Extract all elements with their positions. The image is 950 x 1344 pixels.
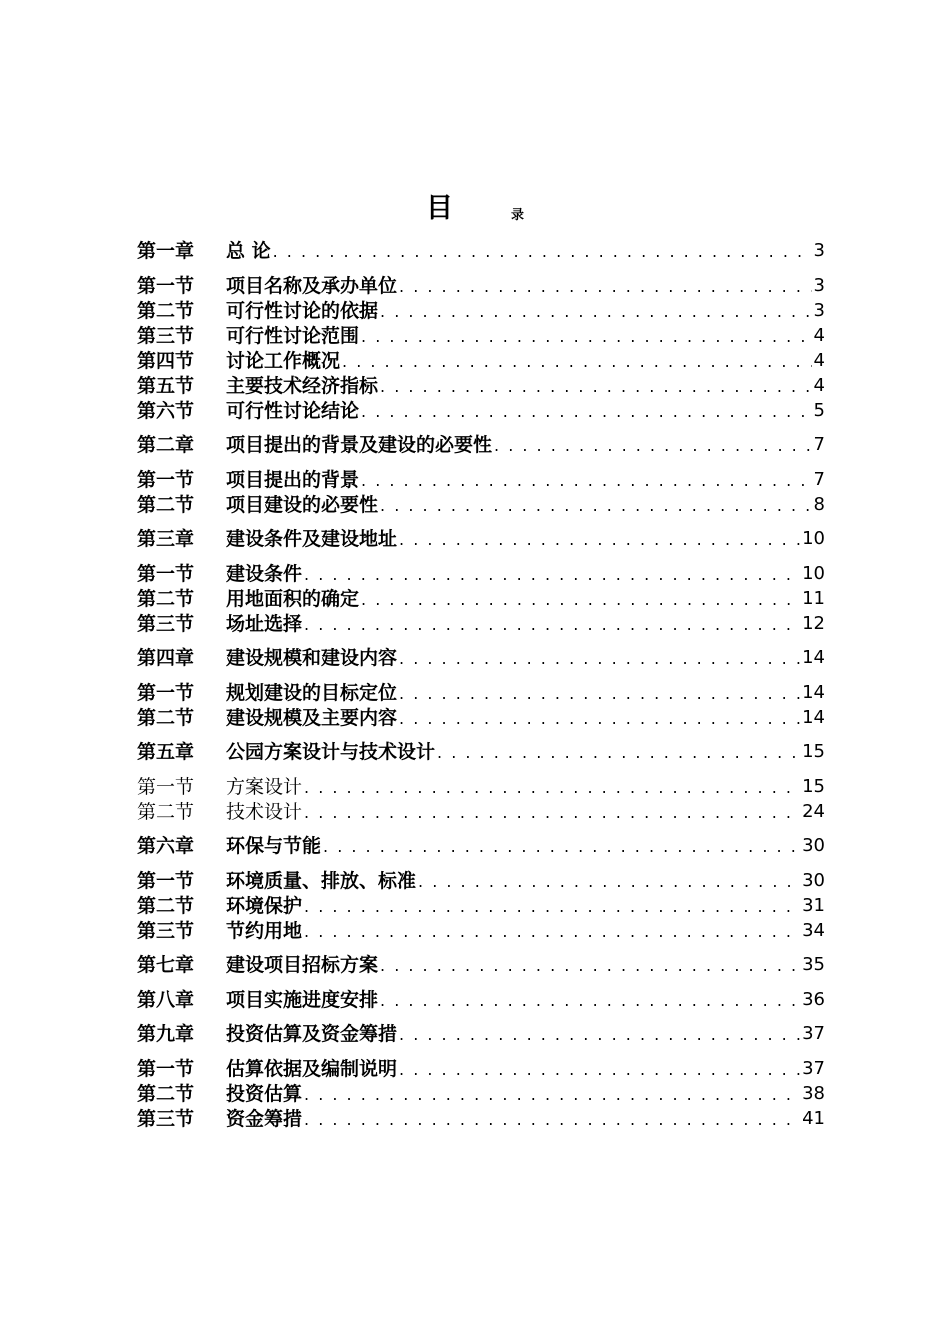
toc-entry-page: 3 <box>813 275 825 296</box>
toc-entry-title: 节约用地 <box>226 920 303 942</box>
toc-entry-page: 41 <box>802 1108 825 1129</box>
toc-entry-title: 资金筹措 <box>226 1108 303 1130</box>
toc-title-sub: 录 <box>510 208 524 223</box>
toc-entry[interactable] <box>137 396 825 422</box>
toc-entry-label: 第三节 <box>137 613 195 635</box>
toc-entry-label: 第二节 <box>137 801 195 823</box>
toc-entry-page: 14 <box>802 647 825 668</box>
toc-entry[interactable] <box>137 296 825 322</box>
toc-leader-dots <box>397 277 812 297</box>
toc-entry[interactable] <box>137 1019 825 1045</box>
toc-entry-label: 第二节 <box>137 494 195 516</box>
toc-entry-page: 10 <box>802 528 825 549</box>
toc-entry-label: 第八章 <box>137 989 195 1011</box>
toc-entry-page: 34 <box>802 920 825 941</box>
toc-entry-label: 第三节 <box>137 1108 195 1130</box>
toc-entry-label: 第二节 <box>137 707 195 729</box>
toc-leader-dots <box>302 778 800 798</box>
toc-entry[interactable] <box>137 559 825 585</box>
toc-entry-title: 场址选择 <box>226 613 303 635</box>
toc-leader-dots <box>378 991 800 1011</box>
toc-leader-dots <box>340 352 812 372</box>
toc-entry-page: 7 <box>813 434 825 455</box>
toc-leader-dots <box>378 956 800 976</box>
toc-leader-dots <box>397 684 800 704</box>
toc-leader-dots <box>378 496 812 516</box>
toc-leader-dots <box>302 615 800 635</box>
toc-leader-dots <box>359 471 812 491</box>
toc-entry[interactable] <box>137 866 825 892</box>
toc-entry-page: 11 <box>802 588 825 609</box>
toc-entry-page: 37 <box>802 1023 825 1044</box>
toc-entry-label: 第四节 <box>137 350 195 372</box>
toc-leader-dots <box>302 897 800 917</box>
toc-entry[interactable] <box>137 430 825 456</box>
toc-entry[interactable] <box>137 346 825 372</box>
toc-entry-title: 公园方案设计与技术设计 <box>226 741 436 763</box>
toc-entry-label: 第三章 <box>137 528 195 550</box>
toc-entry[interactable] <box>137 916 825 942</box>
toc-entry-title: 环境质量、排放、标准 <box>226 870 417 892</box>
toc-entry-label: 第六节 <box>137 400 195 422</box>
toc-leader-dots <box>302 1085 800 1105</box>
toc-entry-title: 讨论工作概况 <box>226 350 341 372</box>
toc-entry-title: 估算依据及编制说明 <box>226 1058 398 1080</box>
toc-leader-dots <box>378 377 812 397</box>
toc-leader-dots <box>397 649 800 669</box>
toc-entry-label: 第一节 <box>137 469 195 491</box>
toc-entry-page: 30 <box>802 835 825 856</box>
toc-leader-dots <box>397 709 800 729</box>
toc-entry[interactable] <box>137 737 825 763</box>
toc-entry-title: 项目实施进度安排 <box>226 989 379 1011</box>
toc-leader-dots <box>397 530 800 550</box>
toc-entry-page: 35 <box>802 954 825 975</box>
toc-entry-title: 项目提出的背景 <box>226 469 360 491</box>
toc-entry[interactable] <box>137 271 825 297</box>
toc-entry-page: 8 <box>813 494 825 515</box>
toc-entry-page: 15 <box>802 741 825 762</box>
toc-leader-dots <box>321 837 800 857</box>
toc-entry[interactable] <box>137 1104 825 1130</box>
toc-entry-label: 第三节 <box>137 920 195 942</box>
toc-entry-page: 5 <box>813 400 825 421</box>
toc-entry-label: 第二章 <box>137 434 195 456</box>
toc-entry-label: 第一节 <box>137 563 195 585</box>
toc-entry-page: 10 <box>802 563 825 584</box>
toc-entry-page: 4 <box>813 325 825 346</box>
toc-entry-title: 建设条件 <box>226 563 303 585</box>
toc-leader-dots <box>302 803 800 823</box>
toc-entry[interactable] <box>137 584 825 610</box>
toc-leader-dots <box>359 590 800 610</box>
toc-entry-label: 第二节 <box>137 588 195 610</box>
toc-leader-dots <box>359 327 812 347</box>
toc-leader-dots <box>302 1110 800 1130</box>
toc-entry[interactable] <box>137 465 825 491</box>
toc-entry-title: 建设规模和建设内容 <box>226 647 398 669</box>
toc-entry[interactable] <box>137 985 825 1011</box>
toc-entry-label: 第五节 <box>137 375 195 397</box>
toc-leader-dots <box>397 1060 800 1080</box>
toc-entry-title: 环境保护 <box>226 895 303 917</box>
toc-entry-label: 第九章 <box>137 1023 195 1045</box>
toc-entry-label: 第二节 <box>137 300 195 322</box>
toc-entry-title: 总 论 <box>226 240 271 262</box>
toc-leader-dots <box>271 242 812 262</box>
toc-title-main: 目 <box>425 193 453 224</box>
toc-entry-label: 第三节 <box>137 325 195 347</box>
toc-entry[interactable] <box>137 891 825 917</box>
toc-entry-title: 建设规模及主要内容 <box>226 707 398 729</box>
toc-entry-label: 第一章 <box>137 240 195 262</box>
toc-entry-title: 项目名称及承办单位 <box>226 275 398 297</box>
toc-entry-title: 主要技术经济指标 <box>226 375 379 397</box>
toc-entry-page: 31 <box>802 895 825 916</box>
toc-entry[interactable] <box>137 772 825 798</box>
toc-entry[interactable] <box>137 703 825 729</box>
toc-entry-title: 建设条件及建设地址 <box>226 528 398 550</box>
toc-entry[interactable] <box>137 321 825 347</box>
toc-entry-title: 投资估算及资金筹措 <box>226 1023 398 1045</box>
toc-entry[interactable] <box>137 609 825 635</box>
toc-entry-page: 4 <box>813 350 825 371</box>
toc-entry-page: 36 <box>802 989 825 1010</box>
toc-leader-dots <box>492 436 812 456</box>
toc-entry-title: 技术设计 <box>226 801 303 823</box>
toc-entry-title: 规划建设的目标定位 <box>226 682 398 704</box>
toc-entry-title: 可行性讨论结论 <box>226 400 360 422</box>
toc-entry[interactable] <box>137 831 825 857</box>
toc-leader-dots <box>435 743 800 763</box>
toc-entry-page: 3 <box>813 300 825 321</box>
toc-leader-dots <box>302 922 800 942</box>
toc-entry-label: 第二节 <box>137 1083 195 1105</box>
toc-entry-page: 7 <box>813 469 825 490</box>
toc-entry-title: 环保与节能 <box>226 835 322 857</box>
toc-entry[interactable] <box>137 524 825 550</box>
toc-entry-label: 第四章 <box>137 647 195 669</box>
toc-entry-label: 第七章 <box>137 954 195 976</box>
toc-entry-label: 第一节 <box>137 275 195 297</box>
toc-entry-title: 可行性讨论的依据 <box>226 300 379 322</box>
toc-entry-page: 24 <box>802 801 825 822</box>
toc-entry-label: 第一节 <box>137 682 195 704</box>
toc-entry-page: 14 <box>802 707 825 728</box>
toc-entry-title: 可行性讨论范围 <box>226 325 360 347</box>
toc-entry-title: 投资估算 <box>226 1083 303 1105</box>
toc-entry-title: 建设项目招标方案 <box>226 954 379 976</box>
toc-entry-page: 12 <box>802 613 825 634</box>
toc-entry[interactable] <box>137 797 825 823</box>
toc-entry-title: 项目建设的必要性 <box>226 494 379 516</box>
toc-entry[interactable] <box>137 678 825 704</box>
toc-entry-page: 38 <box>802 1083 825 1104</box>
toc-entry-page: 15 <box>802 776 825 797</box>
toc-entry-label: 第一节 <box>137 1058 195 1080</box>
toc-leader-dots <box>302 565 800 585</box>
toc-entry-page: 3 <box>813 240 825 261</box>
toc-entry[interactable] <box>137 643 825 669</box>
toc-entry-page: 30 <box>802 870 825 891</box>
toc-leader-dots <box>397 1025 800 1045</box>
toc-entry-title: 用地面积的确定 <box>226 588 360 610</box>
toc-entry-title: 项目提出的背景及建设的必要性 <box>226 434 493 456</box>
toc-entry-label: 第五章 <box>137 741 195 763</box>
toc-entry[interactable] <box>137 950 825 976</box>
toc-entry[interactable] <box>137 1054 825 1080</box>
toc-entry-label: 第一节 <box>137 870 195 892</box>
toc-entry[interactable] <box>137 236 825 262</box>
toc-entry-page: 37 <box>802 1058 825 1079</box>
toc-entry[interactable] <box>137 490 825 516</box>
toc-entry-title: 方案设计 <box>226 776 303 798</box>
toc-leader-dots <box>378 302 812 322</box>
toc-entry-label: 第一节 <box>137 776 195 798</box>
toc-entry[interactable] <box>137 1079 825 1105</box>
toc-entry-page: 14 <box>802 682 825 703</box>
toc-entry[interactable] <box>137 371 825 397</box>
toc-title <box>0 186 950 225</box>
toc-entry-label: 第六章 <box>137 835 195 857</box>
toc-leader-dots <box>416 872 800 892</box>
toc-entry-label: 第二节 <box>137 895 195 917</box>
toc-entry-page: 4 <box>813 375 825 396</box>
toc-leader-dots <box>359 402 812 422</box>
